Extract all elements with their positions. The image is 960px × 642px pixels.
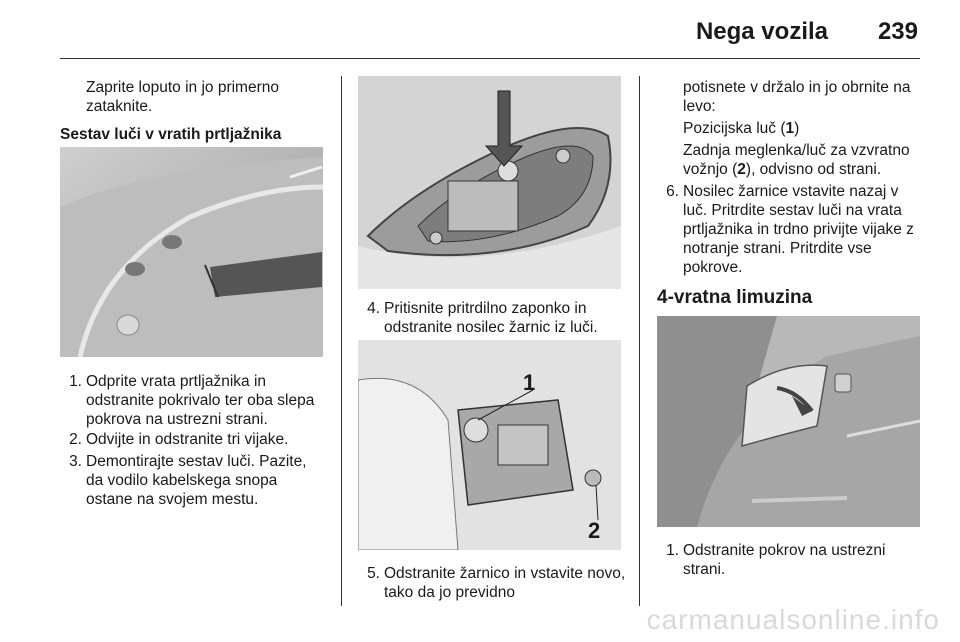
item-ref-number: 2	[737, 161, 746, 178]
step-text: Pritisnite pritrdilno zaponko in odstranite nosilec žarnic iz luči.	[384, 300, 598, 336]
step-text: Odstranite žarnico in vstavite novo, tako da jo previdno	[384, 565, 626, 601]
item-fog-reverse-light	[683, 141, 923, 179]
continuation-text: potisnete v držalo in jo obrnite na levo:	[683, 79, 911, 115]
step-text: Nosilec žarnice vstavite nazaj v luč. Pritrdite sestav luči na vrata prtljažnika in trdno privijte vijake z notranje strani. Pritrdite vse pokrove.	[683, 183, 914, 276]
intro-text: Zaprite loputo in jo primerno zataknite.	[86, 79, 279, 115]
page-number: 239	[877, 18, 918, 45]
step-text: Odprite vrata prtljažnika in odstranite pokrivalo ter oba slepa pokrova na ustrezni strani.	[86, 373, 315, 428]
step-number: 3.	[69, 453, 82, 470]
step-number: 1.	[69, 373, 82, 390]
column-divider-1	[341, 76, 342, 606]
item-ref-number: 1	[785, 120, 795, 137]
step-number: 2.	[69, 431, 82, 448]
watermark: carmanualsonline.info	[646, 604, 940, 635]
figure-label-1: 1	[523, 370, 536, 395]
header-divider	[60, 58, 920, 59]
section-heading-sedan: 4-vratna limuzina	[657, 287, 813, 308]
bulb-holder-figure	[358, 340, 621, 550]
step-number: 1.	[666, 542, 679, 559]
lamp-assembly-figure	[358, 76, 621, 289]
section-heading-tailgate-light: Sestav luči v vratih prtljažnika	[60, 126, 282, 143]
column-divider-2	[639, 76, 640, 606]
figure-label-2: 2	[588, 518, 601, 543]
step-number: 4.	[367, 300, 380, 317]
step-text: Demontirajte sestav luči. Pazite, da vodilo kabelskega snopa ostane na svojem mestu.	[86, 453, 307, 508]
item-text: ), odvisno od strani.	[745, 161, 882, 178]
step-number: 5.	[367, 565, 380, 582]
step-text: Odvijte in odstranite tri vijake.	[86, 431, 289, 448]
item-text: )	[794, 120, 800, 137]
step-item	[60, 372, 328, 428]
step-text: Odstranite pokrov na ustrezni strani.	[683, 542, 886, 578]
page-header-title: Nega vozila	[695, 18, 828, 45]
item-text: Pozicijska luč (	[683, 120, 786, 137]
item-text: Zadnja meglenka/luč za vzvratno vožnjo (	[683, 142, 910, 178]
step-number: 6.	[666, 183, 679, 200]
tailgate-figure	[60, 147, 323, 357]
trunk-figure	[657, 316, 920, 527]
item-position-light	[683, 119, 923, 138]
